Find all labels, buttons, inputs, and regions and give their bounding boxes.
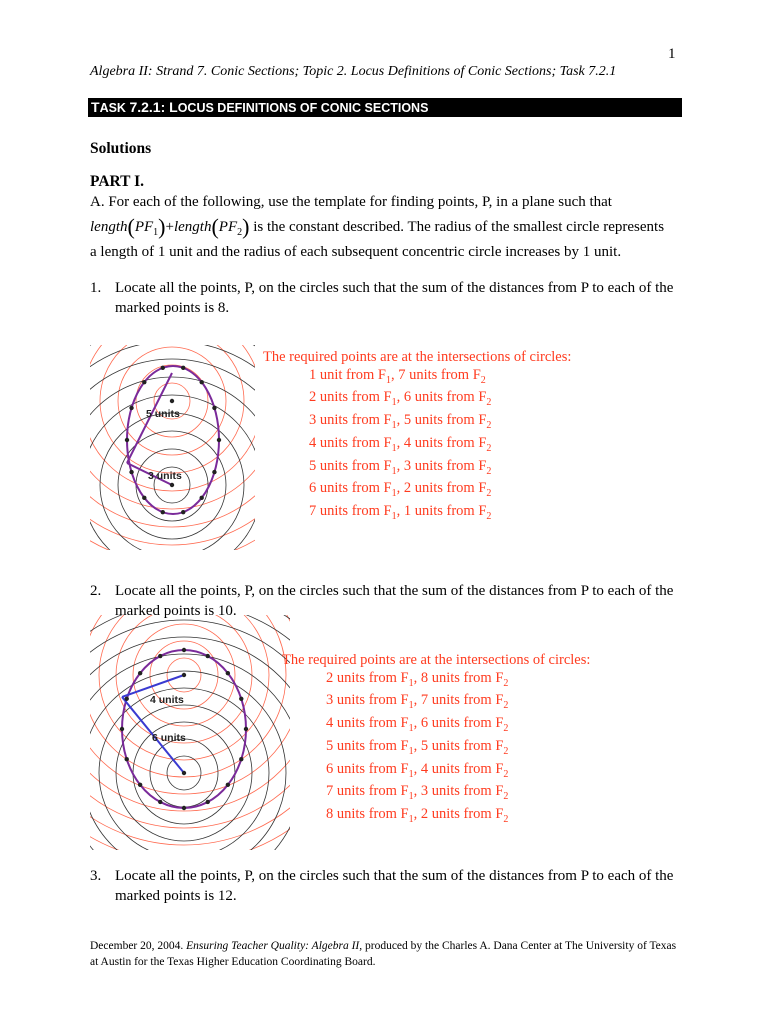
formula-sub-1: 1 xyxy=(153,227,159,238)
locus-point xyxy=(125,757,129,761)
answer-part-f1: 6 units from F xyxy=(326,760,409,777)
subscript-2: 2 xyxy=(486,442,492,454)
locus-point xyxy=(158,654,162,658)
figure-1-label-a: 5 units xyxy=(146,408,180,420)
locus-point xyxy=(212,406,216,410)
locus-point xyxy=(182,673,186,677)
intro-line-2-rest: is the constant described. The radius of the smallest circle represents xyxy=(249,219,665,235)
locus-point xyxy=(161,366,165,370)
subscript-2: 2 xyxy=(503,723,509,735)
footer-date: December 20, 2004. xyxy=(90,940,187,952)
subscript-2: 2 xyxy=(486,465,492,477)
answer-part-f2: , 3 units from F xyxy=(396,457,487,474)
subscript-2: 2 xyxy=(503,813,509,825)
task-number: 7.2.1: xyxy=(129,99,166,115)
task-prefix-small: ASK xyxy=(99,101,130,115)
locus-point xyxy=(244,727,248,731)
locus-point xyxy=(199,380,203,384)
subscript-2: 2 xyxy=(486,420,492,432)
question-number: 2. xyxy=(90,583,102,599)
answer-line xyxy=(326,783,590,806)
answer-part-f2: , 2 units from F xyxy=(413,805,504,822)
concentric-circle xyxy=(90,345,255,550)
intro-formula-line: $length(PF_1)+length(PF_2)$ is the constant described. The radius of the smallest circle represents xyxy=(90,214,665,239)
answer-part-f2: , 5 units from F xyxy=(413,737,504,754)
formula-sub-2: 2 xyxy=(237,227,243,238)
subscript-1: 1 xyxy=(408,791,414,803)
answer-part-f1: 2 units from F xyxy=(309,389,392,406)
answer-line xyxy=(309,367,571,390)
subscript-1: 1 xyxy=(391,488,397,500)
locus-point xyxy=(181,510,185,514)
task-prefix-big: T xyxy=(91,99,100,115)
locus-point xyxy=(181,366,185,370)
answer-line xyxy=(309,389,571,412)
subscript-2: 2 xyxy=(486,488,492,500)
locus-point xyxy=(182,806,186,810)
locus-point xyxy=(125,697,129,701)
subscript-1: 1 xyxy=(391,442,397,454)
concentric-circle xyxy=(90,671,286,850)
subscript-1: 1 xyxy=(391,397,397,409)
locus-point xyxy=(226,671,230,675)
subscript-1: 1 xyxy=(385,374,391,386)
subscript-1: 1 xyxy=(391,420,397,432)
question-text: Locate all the points, P, on the circles such that the sum of the distances from P to each of the marked points is 10. xyxy=(115,583,674,619)
question-text: Locate all the points, P, on the circles such that the sum of the distances from P to each of the marked points is 8. xyxy=(115,280,674,316)
subscript-2: 2 xyxy=(503,745,509,757)
page-header: Algebra II: Strand 7. Conic Sections; Topic 2. Locus Definitions of Conic Sections; Task 7.2.1 xyxy=(90,64,617,79)
subscript-2: 2 xyxy=(503,791,509,803)
locus-point xyxy=(161,510,165,514)
answer-part-f2: , 6 units from F xyxy=(396,389,487,406)
page-number: 1 xyxy=(668,46,676,62)
question-number: 3. xyxy=(90,868,102,884)
locus-point xyxy=(138,671,142,675)
answer-line xyxy=(309,503,571,526)
answer-part-f1: 5 units from F xyxy=(326,737,409,754)
figure-2-label-b: 6 units xyxy=(152,732,186,744)
concentric-circle xyxy=(90,654,290,850)
answer-part-f2: , 7 units from F xyxy=(413,692,504,709)
answer-part-f1: 4 units from F xyxy=(326,715,409,732)
answer-part-f1: 4 units from F xyxy=(309,434,392,451)
answer-line xyxy=(309,435,571,458)
answer-line xyxy=(326,692,590,715)
page-footer xyxy=(90,938,680,970)
answer-part-f2: , 4 units from F xyxy=(396,434,487,451)
intro-line-1: A. For each of the following, use the template for finding points, P, in a plane such that xyxy=(90,194,612,210)
answer-part-f2: , 4 units from F xyxy=(413,760,504,777)
locus-point xyxy=(129,406,133,410)
subscript-2: 2 xyxy=(480,374,486,386)
answer-block-1 xyxy=(263,349,571,526)
answer-part-f2: , 3 units from F xyxy=(413,783,504,800)
subscript-1: 1 xyxy=(408,700,414,712)
subscript-2: 2 xyxy=(486,397,492,409)
answer-part-f1: 2 units from F xyxy=(326,669,409,686)
question-3 xyxy=(90,866,690,906)
answer-part-f1: 7 units from F xyxy=(309,502,392,519)
subscript-2: 2 xyxy=(503,700,509,712)
formula-pf-2: PF xyxy=(218,219,238,235)
locus-point xyxy=(182,648,186,652)
answer-part-f1: 1 unit from F xyxy=(309,366,386,383)
subscript-1: 1 xyxy=(391,510,397,522)
answer-part-f1: 5 units from F xyxy=(309,457,392,474)
question-number: 1. xyxy=(90,280,102,296)
answer-part-f2: , 6 units from F xyxy=(413,715,504,732)
part-heading: PART I. xyxy=(90,173,145,190)
locus-point xyxy=(142,496,146,500)
answer-part-f1: 3 units from F xyxy=(309,412,392,429)
answer-line xyxy=(309,458,571,481)
subscript-1: 1 xyxy=(408,813,414,825)
answer-block-2 xyxy=(282,652,590,829)
task-title-big: L xyxy=(165,99,178,115)
subscript-1: 1 xyxy=(408,677,414,689)
task-title-bar xyxy=(88,98,682,117)
footer-rest: produced by the Charles A. Dana Center at The University of Texas at Austin for the Texas Higher Education Coordinating Board. xyxy=(90,940,677,968)
figure-1-label-b: 3 units xyxy=(148,470,182,482)
answer-part-f1: 6 units from F xyxy=(309,480,392,497)
locus-point xyxy=(199,496,203,500)
locus-point xyxy=(182,771,186,775)
locus-point xyxy=(206,654,210,658)
concentric-circle xyxy=(90,345,255,527)
concentric-circle xyxy=(99,688,269,850)
answer-part-f2: , 7 units from F xyxy=(390,366,481,383)
formula-length-2: length xyxy=(173,219,212,235)
task-title-small: OCUS DEFINITIONS OF CONIC SECTIONS xyxy=(177,101,429,115)
locus-point xyxy=(170,399,174,403)
concentric-circle xyxy=(90,345,255,550)
answer-part-f2: , 1 units from F xyxy=(396,502,487,519)
answer-line xyxy=(309,412,571,435)
locus-point xyxy=(138,783,142,787)
formula-length-1: length xyxy=(90,219,128,235)
subscript-1: 1 xyxy=(391,465,397,477)
answer-intro: The required points are at the intersections of circles: xyxy=(282,652,591,668)
footer-title: Ensuring Teacher Quality: Algebra II, xyxy=(186,940,363,952)
subscript-1: 1 xyxy=(408,723,414,735)
locus-point xyxy=(170,483,174,487)
answer-line xyxy=(326,670,590,693)
figure-2-circles xyxy=(90,615,290,850)
answer-intro: The required points are at the intersections of circles: xyxy=(263,349,572,365)
solutions-heading: Solutions xyxy=(90,140,152,157)
locus-point xyxy=(120,727,124,731)
answer-line xyxy=(326,806,590,829)
subscript-2: 2 xyxy=(503,768,509,780)
subscript-2: 2 xyxy=(503,677,509,689)
answer-line xyxy=(326,715,590,738)
answer-line xyxy=(309,480,571,503)
question-text: Locate all the points, P, on the circles such that the sum of the distances from P to each of the marked points is 12. xyxy=(115,868,674,904)
figure-1-circles xyxy=(90,345,255,550)
answer-part-f1: 7 units from F xyxy=(326,783,409,800)
answer-part-f2: , 5 units from F xyxy=(396,412,487,429)
answer-part-f2: , 8 units from F xyxy=(413,669,504,686)
locus-point xyxy=(239,757,243,761)
subscript-1: 1 xyxy=(408,768,414,780)
locus-point xyxy=(212,470,216,474)
answer-part-f1: 8 units from F xyxy=(326,805,409,822)
locus-point xyxy=(158,800,162,804)
locus-point xyxy=(239,697,243,701)
answer-line xyxy=(326,738,590,761)
answer-part-f2: , 2 units from F xyxy=(396,480,487,497)
answer-line xyxy=(326,761,590,784)
formula-pf-1: PF xyxy=(134,219,154,235)
locus-point xyxy=(129,470,133,474)
question-1 xyxy=(90,278,690,318)
locus-point xyxy=(142,380,146,384)
locus-point xyxy=(125,438,129,442)
subscript-1: 1 xyxy=(408,745,414,757)
formula-plus: + xyxy=(165,219,174,235)
concentric-circle xyxy=(90,345,255,550)
answer-part-f1: 3 units from F xyxy=(326,692,409,709)
locus-point xyxy=(206,800,210,804)
subscript-2: 2 xyxy=(486,510,492,522)
locus-point xyxy=(226,783,230,787)
intro-line-3: a length of 1 unit and the radius of each subsequent concentric circle increases by 1 unit. xyxy=(90,244,622,260)
figure-2-label-a: 4 units xyxy=(150,694,184,706)
locus-point xyxy=(217,438,221,442)
